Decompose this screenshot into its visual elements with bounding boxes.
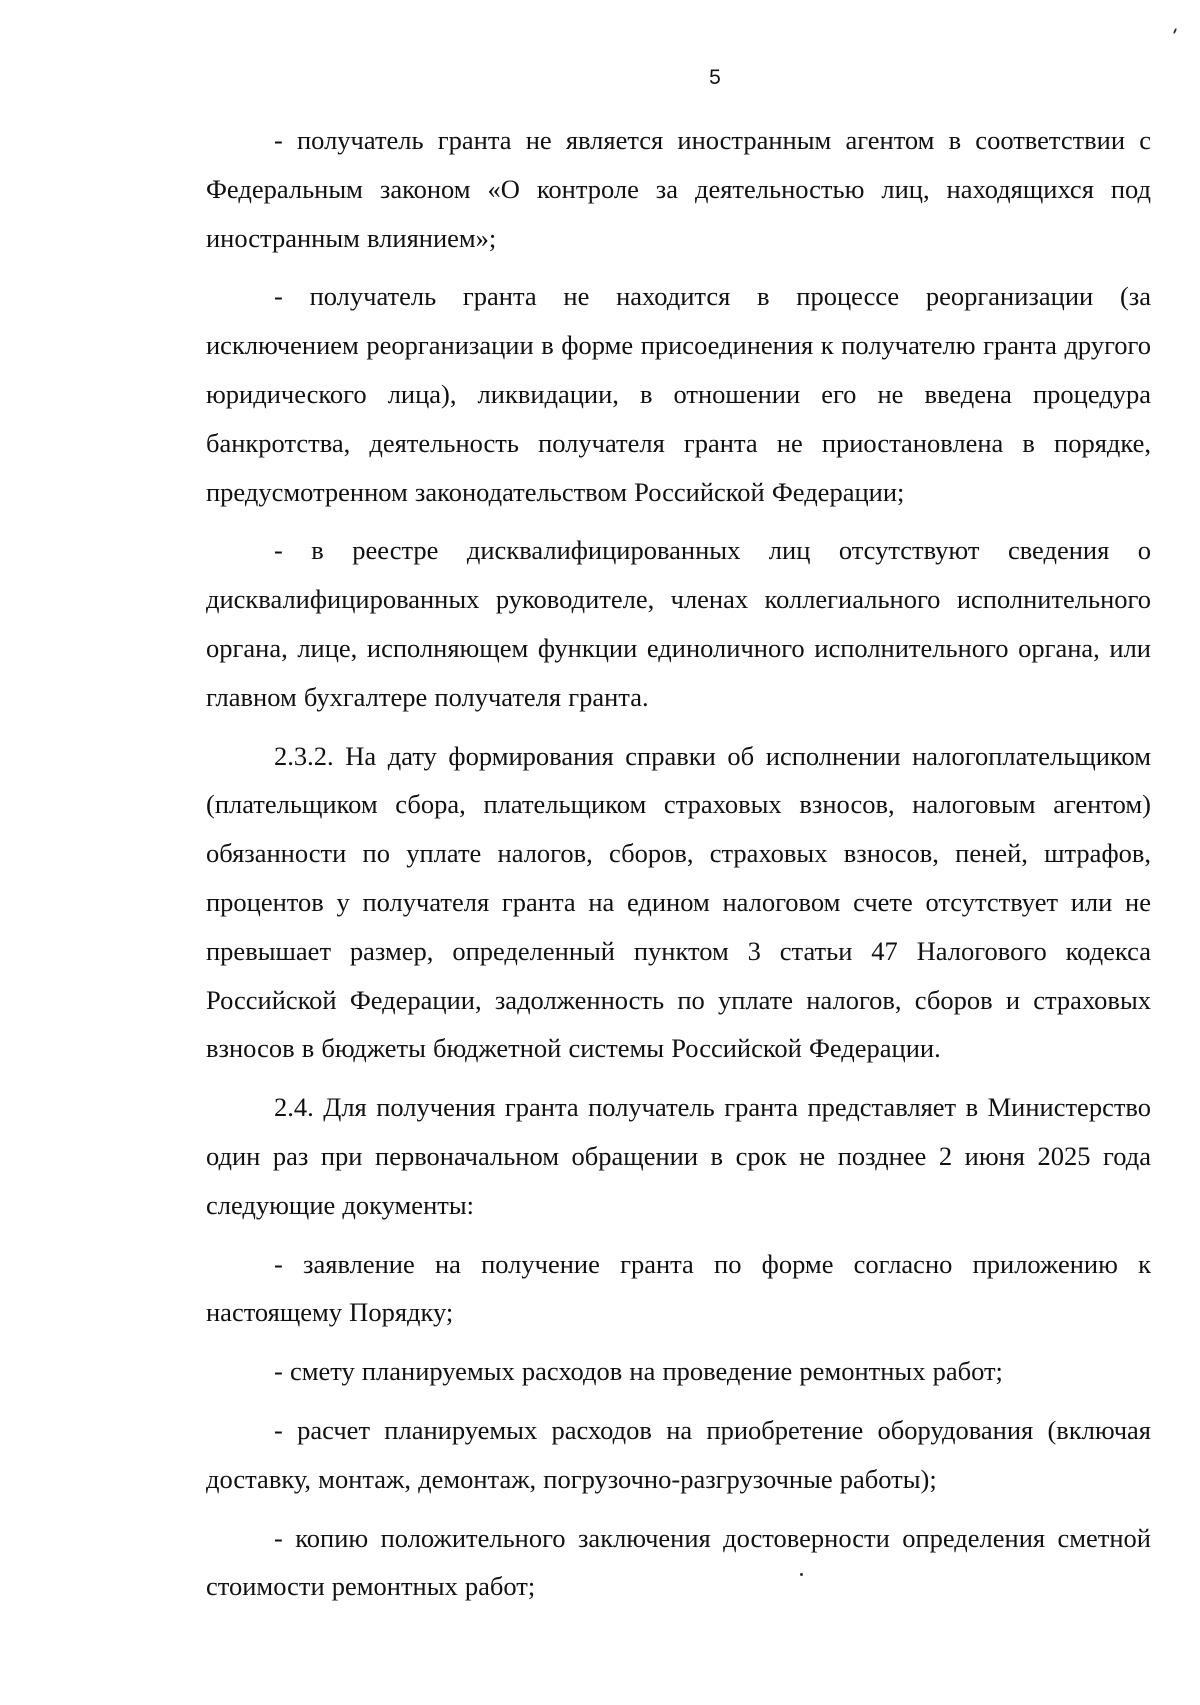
- paragraph-section-2-4: 2.4. Для получения гранта получатель гранта представляет в Министерство один раз при первоначальном обращении в срок не позднее 2 июня 2025 года следующие документы:: [206, 1092, 1151, 1220]
- paragraph-not-reorganization: - получатель гранта не находится в процессе реорганизации (за исключением реорганизации в форме присоединения к получателю гранта другого юридического лица), ликвидации, в отношении его не введена процедура банкротства, деятельность получателя гранта не приостановлена в порядке, предусмотренном законодательством Российской Федерации;: [206, 281, 1151, 507]
- paragraph-not-foreign-agent: - получатель гранта не является иностранным агентом в соответствии с Федеральным законом «О контроле за деятельностью лиц, находящихся под иностранным влиянием»;: [206, 125, 1151, 253]
- list-item-equipment-calculation: - расчет планируемых расходов на приобретение оборудования (включая доставку, монтаж, демонтаж, погрузочно-разгрузочные работы);: [206, 1414, 1151, 1494]
- paragraph-section-2-3-2: 2.3.2. На дату формирования справки об исполнении налогоплательщиком (плательщиком сбора, плательщиком страховых взносов, налоговым агентом) обязанности по уплате налогов, сборов, страховых взносов, пеней, штрафов, процентов у получателя гранта на едином налоговом счете отсутствует или не превышает размер, определенный пунктом 3 статьи 47 Налогового кодекса Российской Федерации, задолженность по уплате налогов, сборов и страховых взносов в бюджеты бюджетной системы Российской Федерации.: [206, 740, 1151, 1064]
- list-item-repair-estimate: - смету планируемых расходов на проведение ремонтных работ;: [274, 1356, 1003, 1387]
- paragraph-disqualified-registry: - в реестре дисквалифицированных лиц отсутствуют сведения о дисквалифицированных руководителе, членах коллегиального исполнительного органа, лице, исполняющем функции единоличного исполнительного органа, или главном бухгалтере получателя гранта.: [206, 535, 1151, 712]
- document-body: [206, 116, 1151, 1621]
- list-item-estimate-conclusion: - копию положительного заключения достоверности определения сметной стоимости ремонтных работ;: [206, 1522, 1151, 1602]
- list-item-application: - заявление на получение гранта по форме согласно приложению к настоящему Порядку;: [206, 1248, 1151, 1328]
- page-number: 5: [709, 66, 721, 89]
- scan-speck-top: [1173, 28, 1177, 34]
- scan-speck-bottom: [800, 1573, 803, 1576]
